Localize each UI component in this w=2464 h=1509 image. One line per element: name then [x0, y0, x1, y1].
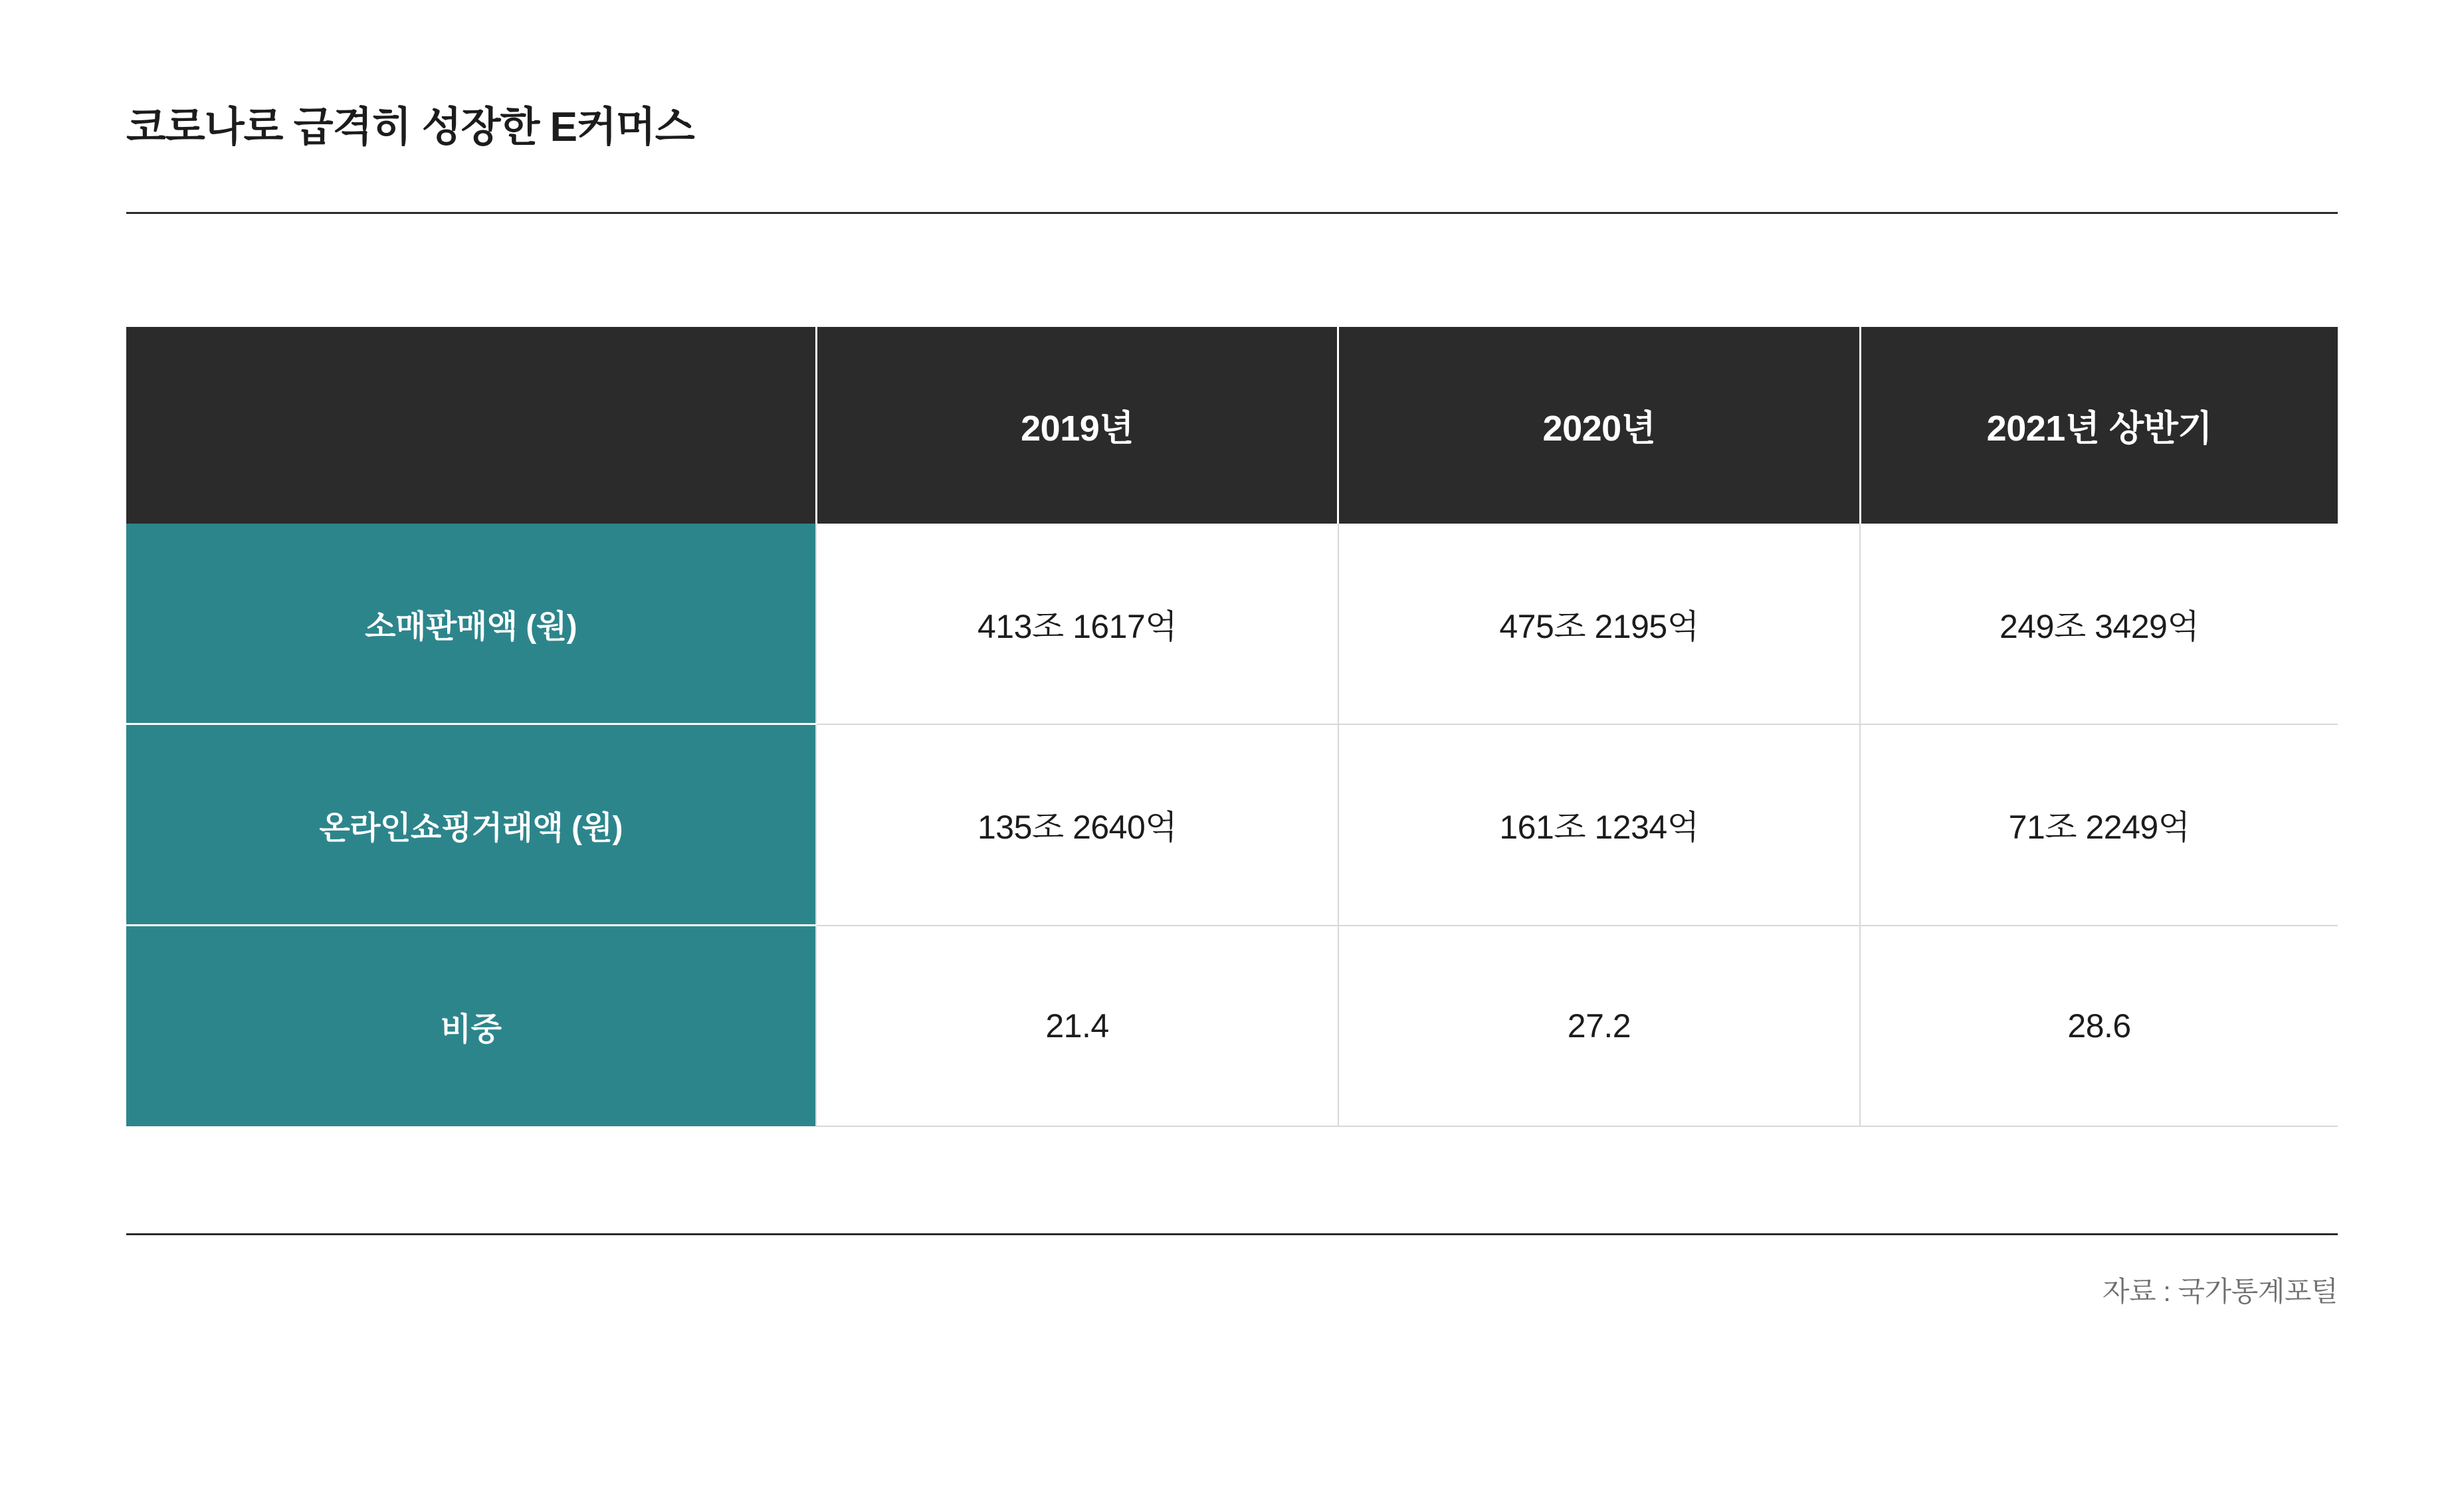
cell-share-2019: 21.4	[816, 926, 1338, 1126]
cell-share-2020: 27.2	[1338, 926, 1860, 1126]
table-row	[126, 524, 2338, 724]
table-body	[126, 524, 2338, 1126]
cell-retail-sales-2019: 413조 1617억	[816, 524, 1338, 724]
cell-share-2021-h1: 28.6	[1860, 926, 2338, 1126]
page-title: 코로나로 급격히 성장한 E커머스	[126, 104, 694, 150]
row-header-retail-sales: 소매판매액 (원)	[126, 524, 816, 724]
cell-online-shopping-2021-h1: 71조 2249억	[1860, 724, 2338, 926]
source-note: 자료 : 국가통계포털	[2102, 1275, 2338, 1307]
column-header-2019: 2019년	[816, 327, 1338, 524]
cell-online-shopping-2019: 135조 2640억	[816, 724, 1338, 926]
ecommerce-statistics-table	[126, 327, 2338, 1127]
table-row	[126, 724, 2338, 926]
cell-retail-sales-2020: 475조 2195억	[1338, 524, 1860, 724]
divider-top	[126, 212, 2338, 214]
divider-bottom	[126, 1233, 2338, 1235]
column-header-2020: 2020년	[1338, 327, 1860, 524]
cell-online-shopping-2020: 161조 1234억	[1338, 724, 1860, 926]
table-corner-cell	[126, 327, 816, 524]
table-header	[126, 327, 2338, 524]
cell-retail-sales-2021-h1: 249조 3429억	[1860, 524, 2338, 724]
column-header-2021-h1: 2021년 상반기	[1860, 327, 2338, 524]
table-container	[126, 327, 2338, 1127]
table-row	[126, 926, 2338, 1126]
table-header-row	[126, 327, 2338, 524]
row-header-share: 비중	[126, 926, 816, 1126]
row-header-online-shopping: 온라인쇼핑거래액 (원)	[126, 724, 816, 926]
